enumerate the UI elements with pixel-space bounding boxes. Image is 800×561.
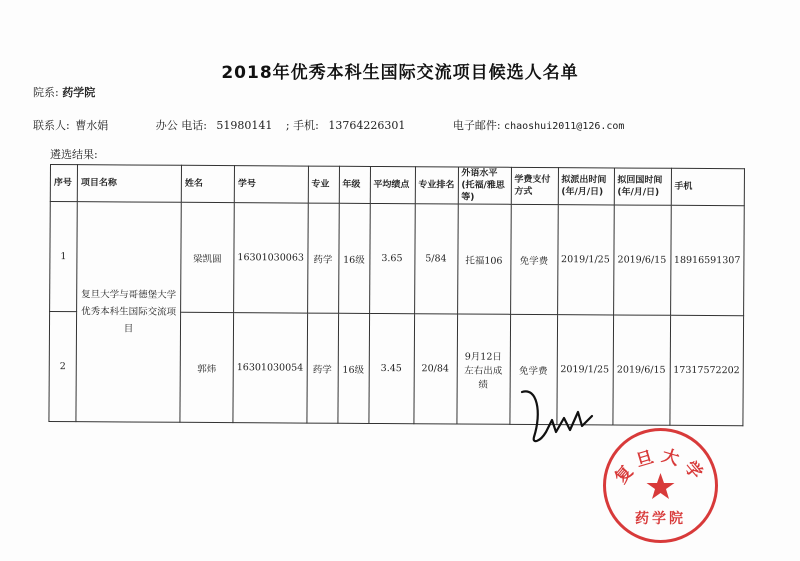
rank: 20/84: [413, 314, 457, 424]
header-cell: 平均绩点: [370, 166, 415, 203]
header-cell: 年级: [339, 166, 370, 203]
student-name: 梁凯圆: [181, 202, 235, 312]
phone: 18916591307: [670, 205, 744, 315]
office-phone: 51980141: [216, 119, 273, 132]
project-name: 复旦大学与哥德堡大学优秀本科生国际交流项目: [76, 202, 181, 423]
header-cell: 学费支付方式: [511, 167, 558, 204]
grade: 16级: [338, 203, 370, 313]
header-cell: 专业排名: [415, 167, 458, 204]
header-cell: 外语水平(托福/雅思等): [458, 167, 511, 204]
header-cell: 姓名: [181, 165, 234, 202]
depart-date: 2019/1/25: [557, 205, 614, 315]
header-cell: 手机: [671, 168, 745, 205]
official-seal: [598, 423, 723, 548]
seal-bottom-text: 药学院: [635, 511, 686, 527]
major: 药学: [306, 313, 338, 423]
header-cell: 拟回国时间(年/月/日): [614, 168, 671, 205]
gpa: 3.65: [369, 203, 415, 313]
tuition: 免学费: [509, 314, 557, 424]
contact-label: 联系人:: [33, 119, 70, 132]
major: 药学: [307, 203, 339, 313]
seal-star-icon: [647, 473, 675, 499]
header-cell: 专业: [308, 166, 339, 203]
phone: 17317572202: [669, 315, 743, 425]
results-label: 遴选结果:: [50, 148, 98, 161]
header-cell: 学号: [234, 166, 308, 203]
mobile-phone: 13764226301: [328, 119, 406, 132]
header-cell: 拟派出时间(年/月/日): [558, 168, 614, 205]
gpa: 3.45: [368, 313, 414, 423]
table-row: [50, 202, 745, 316]
dept-label: 院系:: [33, 86, 59, 99]
language-score: 托福106: [457, 204, 511, 314]
student-name: 郭炜: [180, 312, 234, 422]
tuition: 免学费: [510, 204, 558, 314]
dept-value: 药学院: [62, 86, 96, 99]
email-value: chaoshui2011@126.com: [504, 121, 625, 132]
student-id: 16301030063: [234, 203, 308, 313]
row-number: 1: [50, 202, 78, 312]
email-label: 电子邮件:: [452, 119, 501, 132]
contact-line: [33, 117, 793, 133]
page-title: 2018年优秀本科生国际交流项目候选人名单: [221, 63, 579, 83]
contact-name: 曹水娟: [75, 119, 109, 132]
row-number: 2: [49, 312, 77, 422]
dept-line: [33, 84, 95, 100]
table-header-row: [50, 165, 744, 206]
rank: 5/84: [414, 204, 458, 314]
language-score: 9月12日左右出成绩: [456, 314, 510, 424]
office-label: 办公 电话:: [155, 119, 207, 132]
grade: 16级: [337, 313, 369, 423]
return-date: 2019/6/15: [613, 205, 671, 315]
return-date: 2019/6/15: [612, 315, 670, 425]
candidate-table: [48, 164, 745, 426]
depart-date: 2019/1/25: [556, 315, 613, 425]
header-cell: 项目名称: [77, 165, 181, 203]
mobile-label: ; 手机:: [285, 119, 319, 132]
handwritten-signature: [512, 382, 602, 452]
header-cell: 序号: [50, 165, 77, 202]
student-id: 16301030054: [233, 313, 307, 423]
seal-top-text: 复旦大学: [611, 445, 710, 488]
